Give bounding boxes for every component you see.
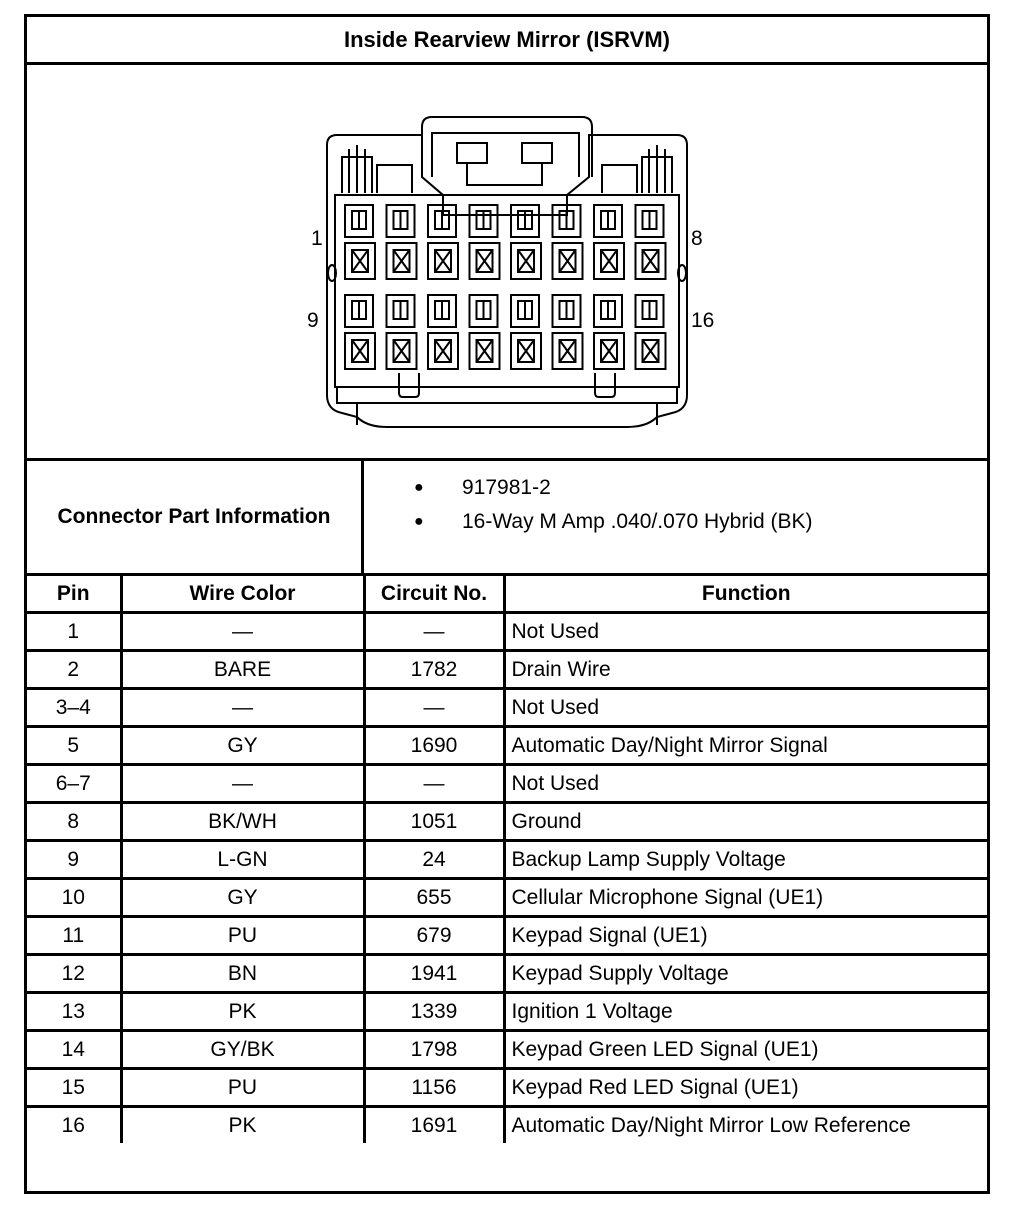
part-info-item (414, 505, 987, 539)
cell-pin: 5 (27, 727, 121, 765)
part-description: 16-Way M Amp .040/.070 Hybrid (BK) (462, 510, 813, 533)
cell-function: Ignition 1 Voltage (504, 993, 987, 1031)
cell-function: Not Used (504, 765, 987, 803)
table-row (27, 803, 987, 841)
table-row (27, 727, 987, 765)
pin-cavity (428, 295, 458, 369)
pin-cavity (387, 295, 417, 369)
cell-function: Keypad Green LED Signal (UE1) (504, 1031, 987, 1069)
cell-wire-color: PK (121, 1107, 364, 1144)
cell-function: Keypad Supply Voltage (504, 955, 987, 993)
pin-cavity (594, 205, 624, 279)
cell-circuit-no: — (364, 613, 504, 651)
table-row (27, 1031, 987, 1069)
cell-wire-color: PU (121, 1069, 364, 1107)
cell-pin: 11 (27, 917, 121, 955)
cell-circuit-no: 1691 (364, 1107, 504, 1144)
table-row (27, 841, 987, 879)
pin-cavity (387, 205, 417, 279)
pin-cavity (594, 295, 624, 369)
cell-function: Automatic Day/Night Mirror Signal (504, 727, 987, 765)
pin-cavity (553, 295, 583, 369)
connector-part-info (27, 461, 987, 576)
cell-wire-color: PK (121, 993, 364, 1031)
cell-wire-color: — (121, 765, 364, 803)
pin-label-8: 8 (691, 227, 703, 250)
cell-wire-color: L-GN (121, 841, 364, 879)
pin-cavity (511, 295, 541, 369)
cell-function: Not Used (504, 613, 987, 651)
cell-circuit-no: 1051 (364, 803, 504, 841)
connector-latch (422, 117, 592, 177)
cell-pin: 15 (27, 1069, 121, 1107)
table-row (27, 917, 987, 955)
pin-cavity (636, 205, 666, 279)
cell-function: Ground (504, 803, 987, 841)
pin-cavity (636, 295, 666, 369)
cell-pin: 10 (27, 879, 121, 917)
connector-sheet (24, 14, 990, 1194)
pin-cavity (553, 205, 583, 279)
pin-cavity (470, 205, 500, 279)
pin-cavity (511, 205, 541, 279)
page-title: Inside Rearview Mirror (ISRVM) (27, 17, 987, 65)
cell-wire-color: — (121, 689, 364, 727)
cell-wire-color: GY/BK (121, 1031, 364, 1069)
cell-circuit-no: — (364, 765, 504, 803)
cell-pin: 14 (27, 1031, 121, 1069)
header-wire-color: Wire Color (121, 576, 364, 613)
cell-function: Keypad Signal (UE1) (504, 917, 987, 955)
bullet-icon: ● (414, 513, 424, 530)
table-row (27, 765, 987, 803)
header-circuit-no: Circuit No. (364, 576, 504, 613)
cell-wire-color: BN (121, 955, 364, 993)
pin-cavity (345, 295, 375, 369)
table-header-row (27, 576, 987, 613)
table-row (27, 689, 987, 727)
table-row (27, 1069, 987, 1107)
connector-housing (327, 135, 687, 427)
header-pin: Pin (27, 576, 121, 613)
pinout-table (27, 576, 987, 1143)
cell-circuit-no: 1156 (364, 1069, 504, 1107)
part-info-label: Connector Part Information (27, 461, 364, 573)
part-info-list (364, 461, 987, 573)
cell-pin: 2 (27, 651, 121, 689)
cell-circuit-no: 24 (364, 841, 504, 879)
cell-circuit-no: — (364, 689, 504, 727)
header-function: Function (504, 576, 987, 613)
part-number: 917981-2 (462, 476, 551, 499)
cell-circuit-no: 1782 (364, 651, 504, 689)
pin-label-1: 1 (311, 227, 323, 250)
cell-pin: 13 (27, 993, 121, 1031)
cell-wire-color: GY (121, 879, 364, 917)
cell-pin: 3–4 (27, 689, 121, 727)
cell-circuit-no: 1339 (364, 993, 504, 1031)
table-row (27, 955, 987, 993)
connector-drawing (27, 65, 987, 458)
cell-function: Cellular Microphone Signal (UE1) (504, 879, 987, 917)
pin-label-16: 16 (691, 309, 715, 332)
cell-circuit-no: 1798 (364, 1031, 504, 1069)
table-row (27, 1107, 987, 1144)
cell-pin: 1 (27, 613, 121, 651)
pin-label-9: 9 (307, 309, 319, 332)
table-row (27, 613, 987, 651)
cell-pin: 8 (27, 803, 121, 841)
cell-function: Not Used (504, 689, 987, 727)
pin-cavity (470, 295, 500, 369)
part-info-item (414, 471, 987, 505)
cell-function: Backup Lamp Supply Voltage (504, 841, 987, 879)
pin-cavity (428, 205, 458, 279)
cell-function: Drain Wire (504, 651, 987, 689)
bullet-icon: ● (414, 479, 424, 496)
cell-pin: 16 (27, 1107, 121, 1144)
cell-function: Keypad Red LED Signal (UE1) (504, 1069, 987, 1107)
table-row (27, 879, 987, 917)
cell-wire-color: — (121, 613, 364, 651)
cell-circuit-no: 1941 (364, 955, 504, 993)
cell-circuit-no: 1690 (364, 727, 504, 765)
pin-cavity (345, 205, 375, 279)
cell-circuit-no: 655 (364, 879, 504, 917)
cell-pin: 6–7 (27, 765, 121, 803)
cell-circuit-no: 679 (364, 917, 504, 955)
cell-function: Automatic Day/Night Mirror Low Reference (504, 1107, 987, 1144)
cell-pin: 9 (27, 841, 121, 879)
cell-wire-color: PU (121, 917, 364, 955)
table-row (27, 993, 987, 1031)
cell-wire-color: BARE (121, 651, 364, 689)
cell-pin: 12 (27, 955, 121, 993)
cell-wire-color: GY (121, 727, 364, 765)
cell-wire-color: BK/WH (121, 803, 364, 841)
connector-diagram (27, 65, 987, 461)
table-row (27, 651, 987, 689)
